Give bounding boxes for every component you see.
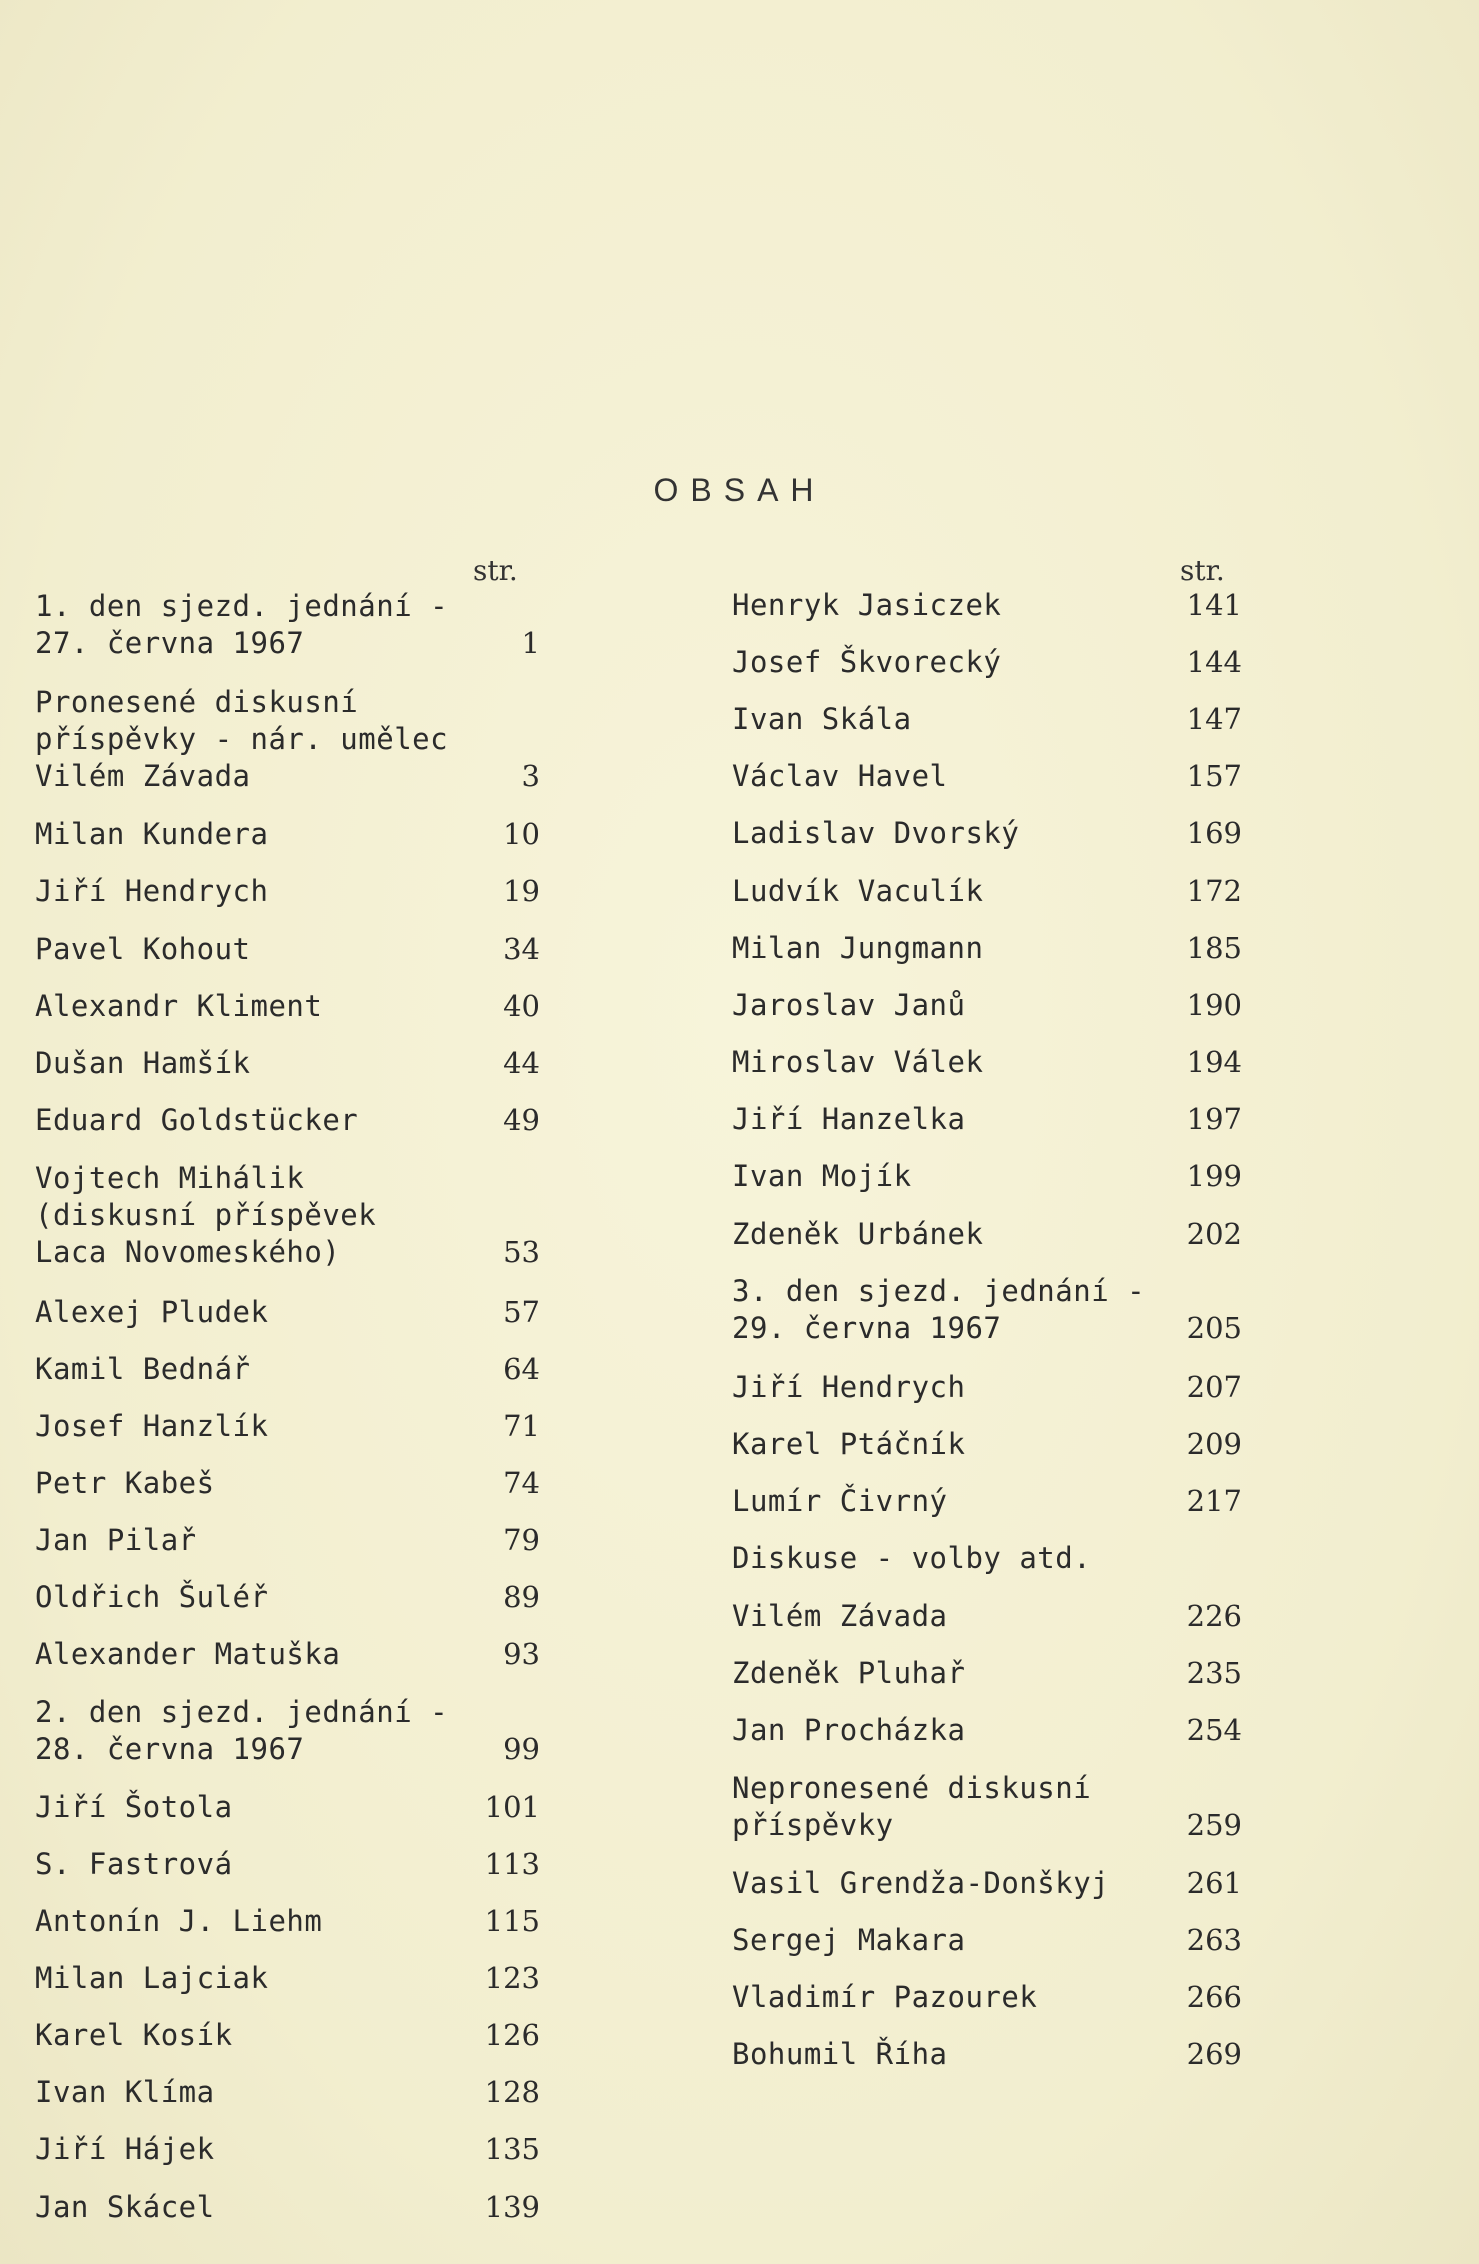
toc-entry — [732, 701, 1242, 738]
toc-entry-title: Bohumil Říha — [732, 2037, 948, 2071]
toc-entry-title: Vojtech Mihálik (diskusní příspěvek Laca Novomeského) — [35, 1161, 377, 1269]
toc-entry-title: Oldřich Šuléř — [35, 1580, 269, 1614]
toc-entry — [732, 1712, 1242, 1749]
toc-entry-title: Nepronesené diskusní příspěvky — [732, 1771, 1092, 1842]
toc-entry-page: 226 — [1186, 1599, 1242, 1633]
toc-entry-page: 40 — [503, 989, 540, 1023]
toc-entry — [732, 1655, 1242, 1692]
toc-entry-title: Jan Pilař — [35, 1523, 197, 1557]
toc-entry-title: Pronesené diskusní příspěvky - nár. umělec Vilém Závada — [35, 685, 449, 793]
toc-entry-title: Milan Lajciak — [35, 1961, 269, 1995]
toc-entry — [35, 1465, 540, 1502]
toc-entry — [35, 1789, 540, 1826]
toc-entry — [35, 2189, 540, 2226]
toc-entry-page: 128 — [484, 2075, 540, 2109]
toc-entry-title: Jan Procházka — [732, 1713, 966, 1747]
page-column-header-left: str. — [473, 554, 518, 587]
toc-entry-page: 139 — [484, 2190, 540, 2224]
toc-entry-page: 115 — [484, 1904, 540, 1938]
toc-entry-title: Milan Jungmann — [732, 931, 984, 965]
toc-entry-title: Jiří Hanzelka — [732, 1102, 966, 1136]
toc-entry-page: 57 — [503, 1295, 540, 1329]
toc-entry — [732, 1540, 1242, 1577]
toc-entry-page: 185 — [1186, 931, 1242, 965]
toc-entry-page: 123 — [484, 1961, 540, 1995]
toc-entry-page: 157 — [1186, 759, 1242, 793]
toc-entry — [35, 988, 540, 1025]
toc-entry — [732, 930, 1242, 967]
toc-entry — [732, 758, 1242, 795]
toc-entry — [732, 1598, 1242, 1635]
toc-entry-title: Zdeněk Urbánek — [732, 1217, 984, 1251]
toc-entry-title: Eduard Goldstücker — [35, 1103, 359, 1137]
toc-entry-page: 266 — [1186, 1980, 1242, 2014]
toc-entry-title: Sergej Makara — [732, 1923, 966, 1957]
toc-entry-page: 207 — [1186, 1370, 1242, 1404]
toc-entry-page: 3 — [521, 759, 540, 793]
toc-entry-page: 263 — [1186, 1923, 1242, 1957]
toc-entry — [35, 1102, 540, 1139]
toc-entry — [35, 1694, 540, 1768]
toc-entry — [35, 1045, 540, 1082]
toc-entry — [732, 1770, 1242, 1844]
toc-entry-title: Vasil Grendža-Donškyj — [732, 1866, 1110, 1900]
toc-entry — [732, 587, 1242, 624]
toc-entry — [732, 873, 1242, 910]
toc-entry — [35, 588, 540, 662]
toc-entry — [35, 1903, 540, 1940]
toc-entry — [35, 684, 540, 795]
toc-entry-page: 99 — [503, 1732, 540, 1766]
toc-entry-title: Henryk Jasiczek — [732, 588, 1002, 622]
toc-entry-page: 259 — [1186, 1808, 1242, 1842]
toc-entry-page: 49 — [503, 1103, 540, 1137]
toc-entry — [35, 931, 540, 968]
toc-entry-page: 93 — [503, 1637, 540, 1671]
toc-entry-page: 217 — [1186, 1484, 1242, 1518]
toc-entry-page: 53 — [503, 1235, 540, 1269]
toc-entry — [35, 1160, 540, 1271]
toc-entry-page: 205 — [1186, 1311, 1242, 1345]
toc-entry-title: Jan Skácel — [35, 2190, 215, 2224]
toc-entry — [732, 1158, 1242, 1195]
toc-entry-title: Kamil Bednář — [35, 1352, 251, 1386]
toc-entry-page: 169 — [1186, 816, 1242, 850]
toc-entry — [35, 1294, 540, 1331]
toc-entry — [732, 1483, 1242, 1520]
toc-entry-page: 254 — [1186, 1713, 1242, 1747]
toc-entry — [35, 1579, 540, 1616]
toc-entry — [35, 816, 540, 853]
toc-entry — [35, 1960, 540, 1997]
toc-entry — [35, 1846, 540, 1883]
toc-entry-title: Josef Škvorecký — [732, 645, 1002, 679]
toc-entry-page: 172 — [1186, 874, 1242, 908]
toc-entry-title: Alexej Pludek — [35, 1295, 269, 1329]
toc-entry — [35, 2017, 540, 2054]
toc-entry-page: 101 — [484, 1790, 540, 1824]
toc-entry — [732, 644, 1242, 681]
toc-entry-title: Josef Hanzlík — [35, 1409, 269, 1443]
toc-entry-title: Petr Kabeš — [35, 1466, 215, 1500]
toc-entry — [732, 1922, 1242, 1959]
toc-entry — [732, 1426, 1242, 1463]
toc-entry-title: Alexander Matuška — [35, 1637, 341, 1671]
toc-entry-page: 147 — [1186, 702, 1242, 736]
toc-entry-title: Vladimír Pazourek — [732, 1980, 1038, 2014]
toc-entry-title: Ludvík Vaculík — [732, 874, 984, 908]
toc-entry-title: Alexandr Kliment — [35, 989, 323, 1023]
toc-entry-title: 3. den sjezd. jednání - 29. června 1967 — [732, 1274, 1146, 1345]
toc-entry — [35, 2074, 540, 2111]
toc-entry-page: 34 — [503, 932, 540, 966]
toc-entry-page: 113 — [484, 1847, 540, 1881]
toc-entry-page: 202 — [1186, 1217, 1242, 1251]
toc-entry — [732, 1273, 1242, 1347]
toc-entry-page: 209 — [1186, 1427, 1242, 1461]
toc-entry-page: 141 — [1186, 588, 1242, 622]
toc-entry-page: 135 — [484, 2132, 540, 2166]
toc-entry-title: Miroslav Válek — [732, 1045, 984, 1079]
toc-entry-title: Diskuse - volby atd. — [732, 1541, 1092, 1575]
toc-entry-title: Dušan Hamšík — [35, 1046, 251, 1080]
toc-entry — [732, 1044, 1242, 1081]
toc-entry — [35, 873, 540, 910]
toc-entry-title: S. Fastrová — [35, 1847, 233, 1881]
toc-entry-title: Lumír Čivrný — [732, 1484, 948, 1518]
toc-entry-title: Karel Kosík — [35, 2018, 233, 2052]
toc-entry-page: 190 — [1186, 988, 1242, 1022]
toc-entry-title: Jaroslav Janů — [732, 988, 966, 1022]
toc-entry-title: Jiří Hendrych — [732, 1370, 966, 1404]
toc-entry-page: 19 — [503, 874, 540, 908]
toc-entry — [35, 1636, 540, 1673]
toc-entry-page: 197 — [1186, 1102, 1242, 1136]
toc-entry-title: Jiří Hendrych — [35, 874, 269, 908]
toc-entry-title: Jiří Hájek — [35, 2132, 215, 2166]
toc-entry — [732, 2036, 1242, 2073]
toc-entry-page: 44 — [503, 1046, 540, 1080]
toc-entry-page: 89 — [503, 1580, 540, 1614]
toc-entry-page: 144 — [1186, 645, 1242, 679]
toc-entry-page: 199 — [1186, 1159, 1242, 1193]
toc-entry-page: 235 — [1186, 1656, 1242, 1690]
toc-entry — [732, 1101, 1242, 1138]
toc-entry-page: 1 — [521, 626, 540, 660]
toc-entry-title: Ladislav Dvorský — [732, 816, 1020, 850]
toc-entry-title: 2. den sjezd. jednání - 28. června 1967 — [35, 1695, 449, 1766]
toc-entry-page: 10 — [503, 817, 540, 851]
toc-entry-page: 74 — [503, 1466, 540, 1500]
toc-entry-title: Antonín J. Liehm — [35, 1904, 323, 1938]
toc-entry — [35, 2131, 540, 2168]
toc-entry-page: 269 — [1186, 2037, 1242, 2071]
toc-entry-title: 1. den sjezd. jednání - 27. června 1967 — [35, 589, 449, 660]
toc-entry-title: Jiří Šotola — [35, 1790, 233, 1824]
toc-entry-title: Vilém Závada — [732, 1599, 948, 1633]
toc-entry-title: Pavel Kohout — [35, 932, 251, 966]
toc-entry — [35, 1522, 540, 1559]
toc-entry-title: Zdeněk Pluhař — [732, 1656, 966, 1690]
page-title: OBSAH — [653, 472, 826, 508]
toc-entry — [732, 1979, 1242, 2016]
toc-entry — [732, 987, 1242, 1024]
toc-entry — [732, 1369, 1242, 1406]
toc-entry-page: 71 — [503, 1409, 540, 1443]
toc-entry-title: Ivan Mojík — [732, 1159, 912, 1193]
toc-entry — [35, 1351, 540, 1388]
toc-entry — [732, 815, 1242, 852]
toc-entry-page: 194 — [1186, 1045, 1242, 1079]
toc-entry — [732, 1865, 1242, 1902]
toc-entry — [732, 1216, 1242, 1253]
toc-entry-title: Milan Kundera — [35, 817, 269, 851]
toc-entry — [35, 1408, 540, 1445]
toc-entry-page: 126 — [484, 2018, 540, 2052]
toc-entry-page: 261 — [1186, 1866, 1242, 1900]
page-column-header-right: str. — [1180, 554, 1225, 587]
toc-entry-title: Ivan Klíma — [35, 2075, 215, 2109]
toc-entry-title: Ivan Skála — [732, 702, 912, 736]
toc-entry-page: 79 — [503, 1523, 540, 1557]
toc-entry-page: 64 — [503, 1352, 540, 1386]
toc-entry-title: Václav Havel — [732, 759, 948, 793]
toc-entry-title: Karel Ptáčník — [732, 1427, 966, 1461]
